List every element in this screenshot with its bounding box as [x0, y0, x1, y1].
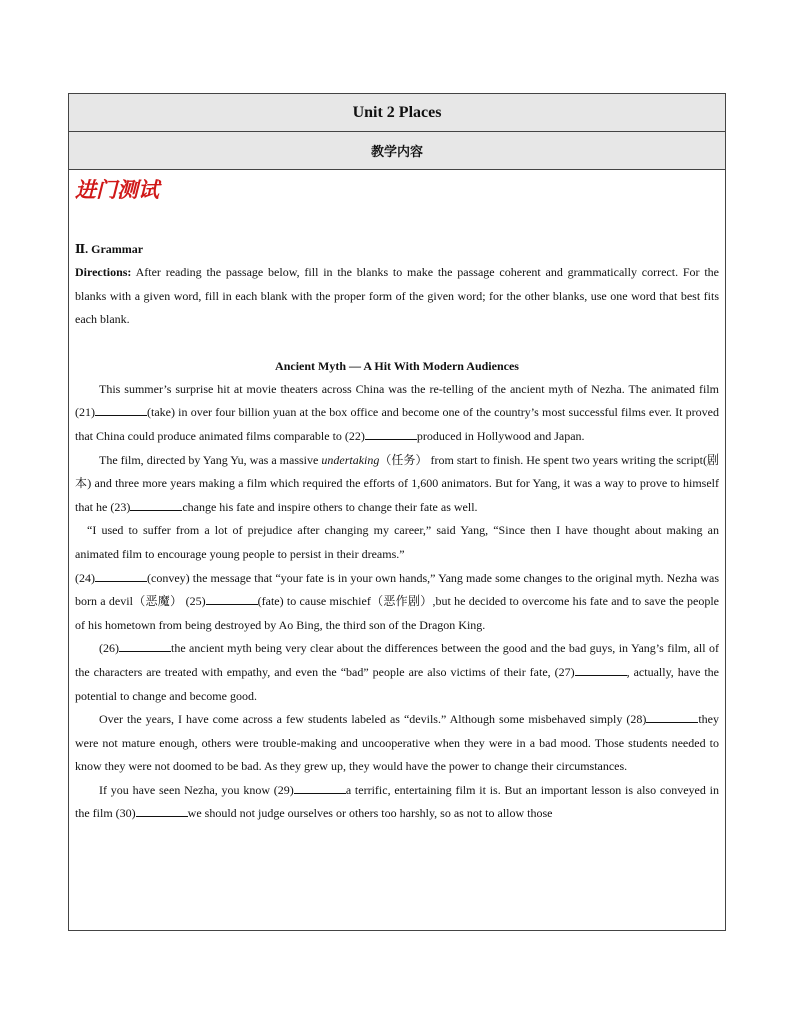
text-run: we should not judge ourselves or others too harshly, so as not to allow those [187, 806, 553, 821]
blank-22[interactable] [365, 429, 417, 440]
blank-27[interactable] [575, 665, 627, 676]
worksheet-table [68, 93, 726, 931]
directions-text: After reading the passage below, fill in the blanks to make the passage coherent and grammatically correct. For the blanks with a given word, fill in each blank with the proper form of the given word; for the other blanks, use one word that best fits each blank. [75, 265, 719, 327]
entry-test-title: 进门测试 [75, 178, 159, 202]
text-run: , actually, have the potential to change and become good. [75, 664, 720, 703]
text-run: Over the years, I have come across a few students labeled as “devils.” Although some misbehaved simply (28) [99, 712, 647, 727]
paragraph-3: “I used to suffer from a lot of prejudice after changing my career,” said Yang, “Since then I have thought about making an animated film to encourage young people to persist in their dreams.” [75, 523, 719, 561]
text-run: (take) in over four billion yuan at the box office and become one of the country’s most successful films ever. It proved that China could produce animated films comparable to (22) [75, 405, 719, 443]
paragraph-2 [75, 449, 719, 520]
text-run: This summer’s surprise hit at movie theaters across China was the re-telling of the ancient myth of Nezha. The animated film (21) [75, 381, 719, 420]
paragraph-7 [75, 779, 719, 826]
blank-29[interactable] [294, 783, 346, 794]
text-run: The film, directed by Yang Yu, was a massive [99, 452, 322, 467]
text-run: (26) [99, 641, 119, 656]
unit-title: Unit 2 Places [69, 94, 725, 132]
text-run: If you have seen Nezha, you know (29) [99, 782, 294, 797]
text-run: (fate) to cause mischief（恶作剧）,but he decided to overcome his fate and to save the people of his hometown from being destroyed by Ao Bing, the third son of the Dragon King. [75, 594, 720, 632]
text-run: (convey) the message that “your fate is in your own hands,” Yang made some changes to the original myth. Nezha was born a devil（恶魔） (25) [75, 570, 719, 609]
blank-26[interactable] [119, 641, 171, 652]
blank-21[interactable] [95, 405, 147, 416]
italic-term: undertaking [321, 452, 380, 467]
teaching-content-label: 教学内容 [69, 132, 725, 170]
text-run: change his fate and inspire others to change their fate as well. [182, 499, 478, 514]
passage-title: Ancient Myth — A Hit With Modern Audiences [275, 358, 519, 373]
directions-label: Directions: [75, 265, 132, 279]
section-heading: Ⅱ. Grammar [75, 242, 144, 256]
paragraph-5 [75, 637, 719, 708]
content-area [69, 174, 725, 826]
paragraph-4 [75, 567, 719, 638]
blank-24[interactable] [95, 571, 147, 582]
text-run: (24) [75, 570, 95, 585]
text-run: （任务） from start to finish. He spent two years writing the script(剧本) and three more years making a film which required the efforts of 1,600 animators. But for Yang, it was a way to prove to himself that he (23) [75, 452, 719, 514]
blank-23[interactable] [130, 500, 182, 511]
text-run: the ancient myth being very clear about the differences between the good and the bad guys, in Yang’s film, all of the characters are treated with empathy, and even the “bad” people are also victims of their fate, (27) [75, 641, 719, 679]
paragraph-1 [75, 378, 719, 449]
blank-25[interactable] [206, 594, 258, 605]
blank-28[interactable] [646, 712, 698, 723]
text-run: a terrific, entertaining film it is. But an important lesson is also conveyed in the film (30) [75, 782, 719, 821]
text-run: produced in Hollywood and Japan. [416, 428, 585, 443]
directions-paragraph [75, 261, 719, 332]
blank-30[interactable] [136, 806, 188, 817]
text-run: they were not mature enough, others were trouble-making and uncooperative when they were in a bad mood. Those students needed to know they were not doomed to be bad. As they grew up, they would have the power to change their circumstances. [75, 712, 719, 774]
paragraph-6 [75, 708, 719, 779]
